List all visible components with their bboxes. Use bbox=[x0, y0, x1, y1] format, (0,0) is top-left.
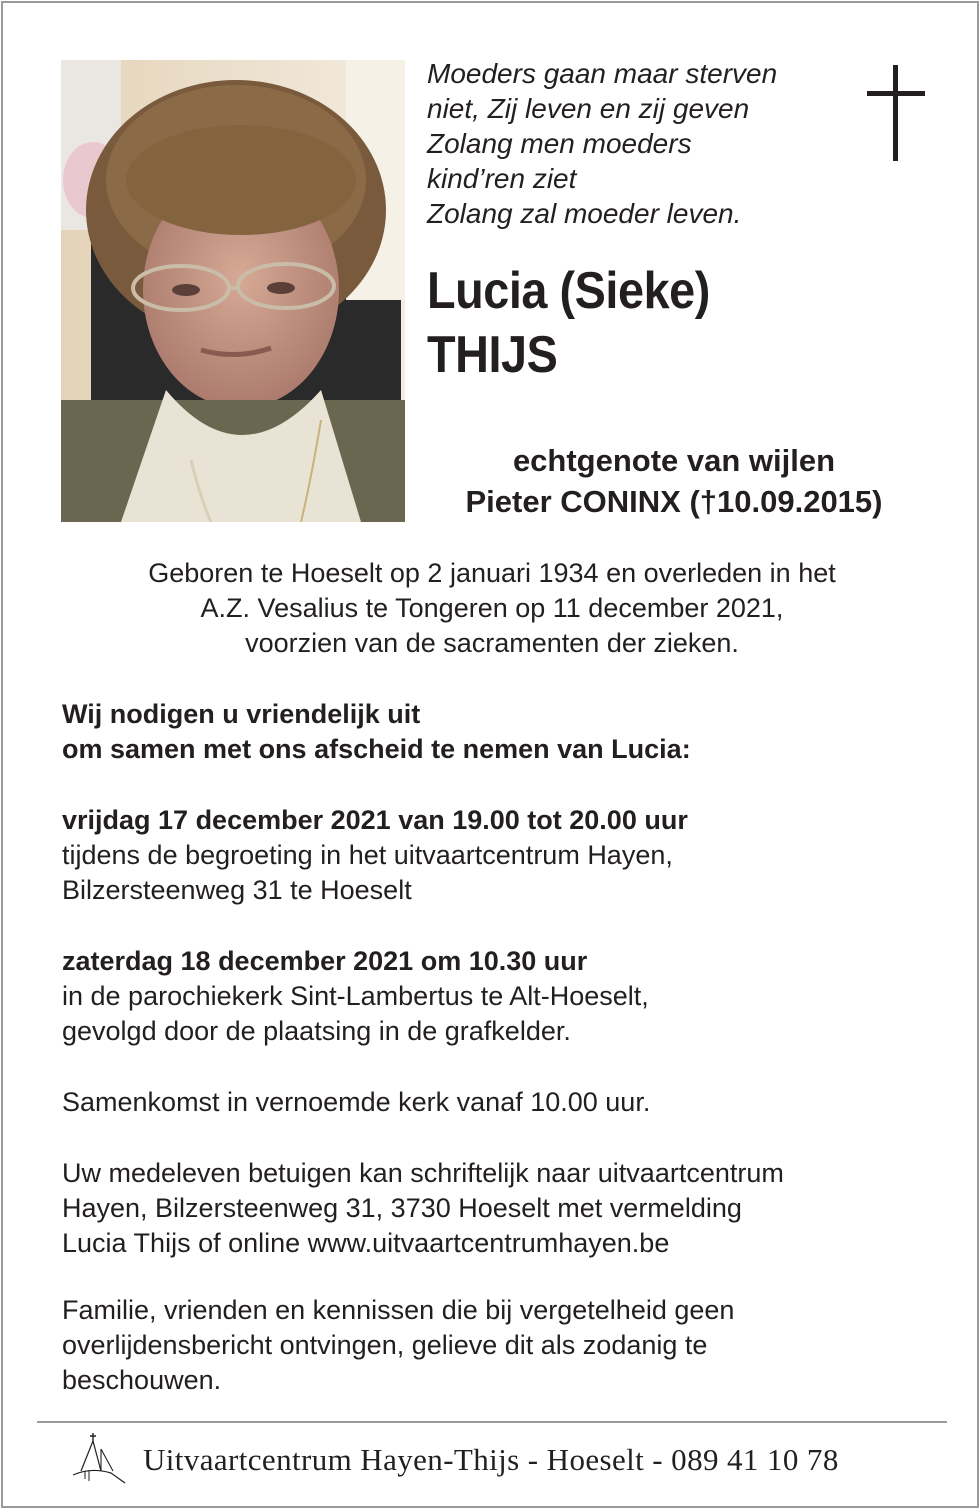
notice-line: overlijdensbericht ontvingen, gelieve dit als zodanig te bbox=[62, 1330, 708, 1360]
funeral-date: zaterdag 18 december 2021 om 10.30 uur bbox=[62, 946, 588, 976]
birth-death-info bbox=[43, 556, 941, 661]
spouse-relation: echtgenote van wijlen bbox=[512, 443, 836, 478]
footer-divider bbox=[37, 1421, 947, 1423]
birth-line: Geboren te Hoeselt op 2 januari 1934 en overleden in het bbox=[148, 558, 836, 588]
poem-line: kind’ren ziet bbox=[427, 163, 577, 194]
poem bbox=[427, 56, 847, 231]
condolences bbox=[62, 1156, 942, 1261]
poem-line: niet, Zij leven en zij geven bbox=[427, 93, 750, 124]
church-logo-icon bbox=[71, 1431, 127, 1485]
condolences-line: Hayen, Bilzersteenweg 31, 3730 Hoeselt met vermelding bbox=[62, 1193, 742, 1223]
birth-line: A.Z. Vesalius te Tongeren op 11 december 2021, bbox=[200, 593, 784, 623]
visitation-line: tijdens de begroeting in het uitvaartcentrum Hayen, bbox=[62, 840, 673, 870]
birth-line: voorzien van de sacramenten der zieken. bbox=[245, 628, 739, 658]
poem-line: Zolang zal moeder leven. bbox=[427, 198, 742, 229]
condolences-line: Lucia Thijs of online www.uitvaartcentrumhayen.be bbox=[62, 1228, 670, 1258]
name-line-surname: THIJS bbox=[427, 326, 558, 384]
funeral-line: gevolgd door de plaatsing in de grafkelder. bbox=[62, 1016, 571, 1046]
funeral-line: in de parochiekerk Sint-Lambertus te Alt-Hoeselt, bbox=[62, 981, 649, 1011]
portrait-photo bbox=[61, 60, 405, 522]
spouse-name: Pieter CONINX (†10.09.2015) bbox=[465, 484, 883, 519]
poem-line: Zolang men moeders bbox=[427, 128, 692, 159]
obituary-card bbox=[1, 1, 979, 1508]
notice-line: Familie, vrienden en kennissen die bij vergetelheid geen bbox=[62, 1295, 735, 1325]
notice-line: beschouwen. bbox=[62, 1365, 222, 1395]
condolences-line: Uw medeleven betuigen kan schriftelijk naar uitvaartcentrum bbox=[62, 1158, 784, 1188]
visitation bbox=[62, 803, 942, 908]
gathering-text: Samenkomst in vernoemde kerk vanaf 10.00 uur. bbox=[62, 1087, 651, 1117]
invitation-line: Wij nodigen u vriendelijk uit bbox=[62, 699, 421, 729]
spouse-info bbox=[407, 440, 941, 522]
deceased-name bbox=[427, 259, 710, 387]
cross-icon bbox=[867, 65, 925, 161]
visitation-date: vrijdag 17 december 2021 van 19.00 tot 20.00 uur bbox=[62, 805, 688, 835]
notice bbox=[62, 1293, 942, 1398]
invitation bbox=[62, 697, 942, 767]
gathering bbox=[62, 1085, 942, 1120]
funeral bbox=[62, 944, 942, 1049]
funeral-home-footer: Uitvaartcentrum Hayen-Thijs - Hoeselt - 089 41 10 78 bbox=[143, 1442, 839, 1477]
poem-line: Moeders gaan maar sterven bbox=[427, 58, 778, 89]
visitation-line: Bilzersteenweg 31 te Hoeselt bbox=[62, 875, 412, 905]
name-line-first: Lucia (Sieke) bbox=[427, 262, 710, 320]
invitation-line: om samen met ons afscheid te nemen van Lucia: bbox=[62, 734, 691, 764]
